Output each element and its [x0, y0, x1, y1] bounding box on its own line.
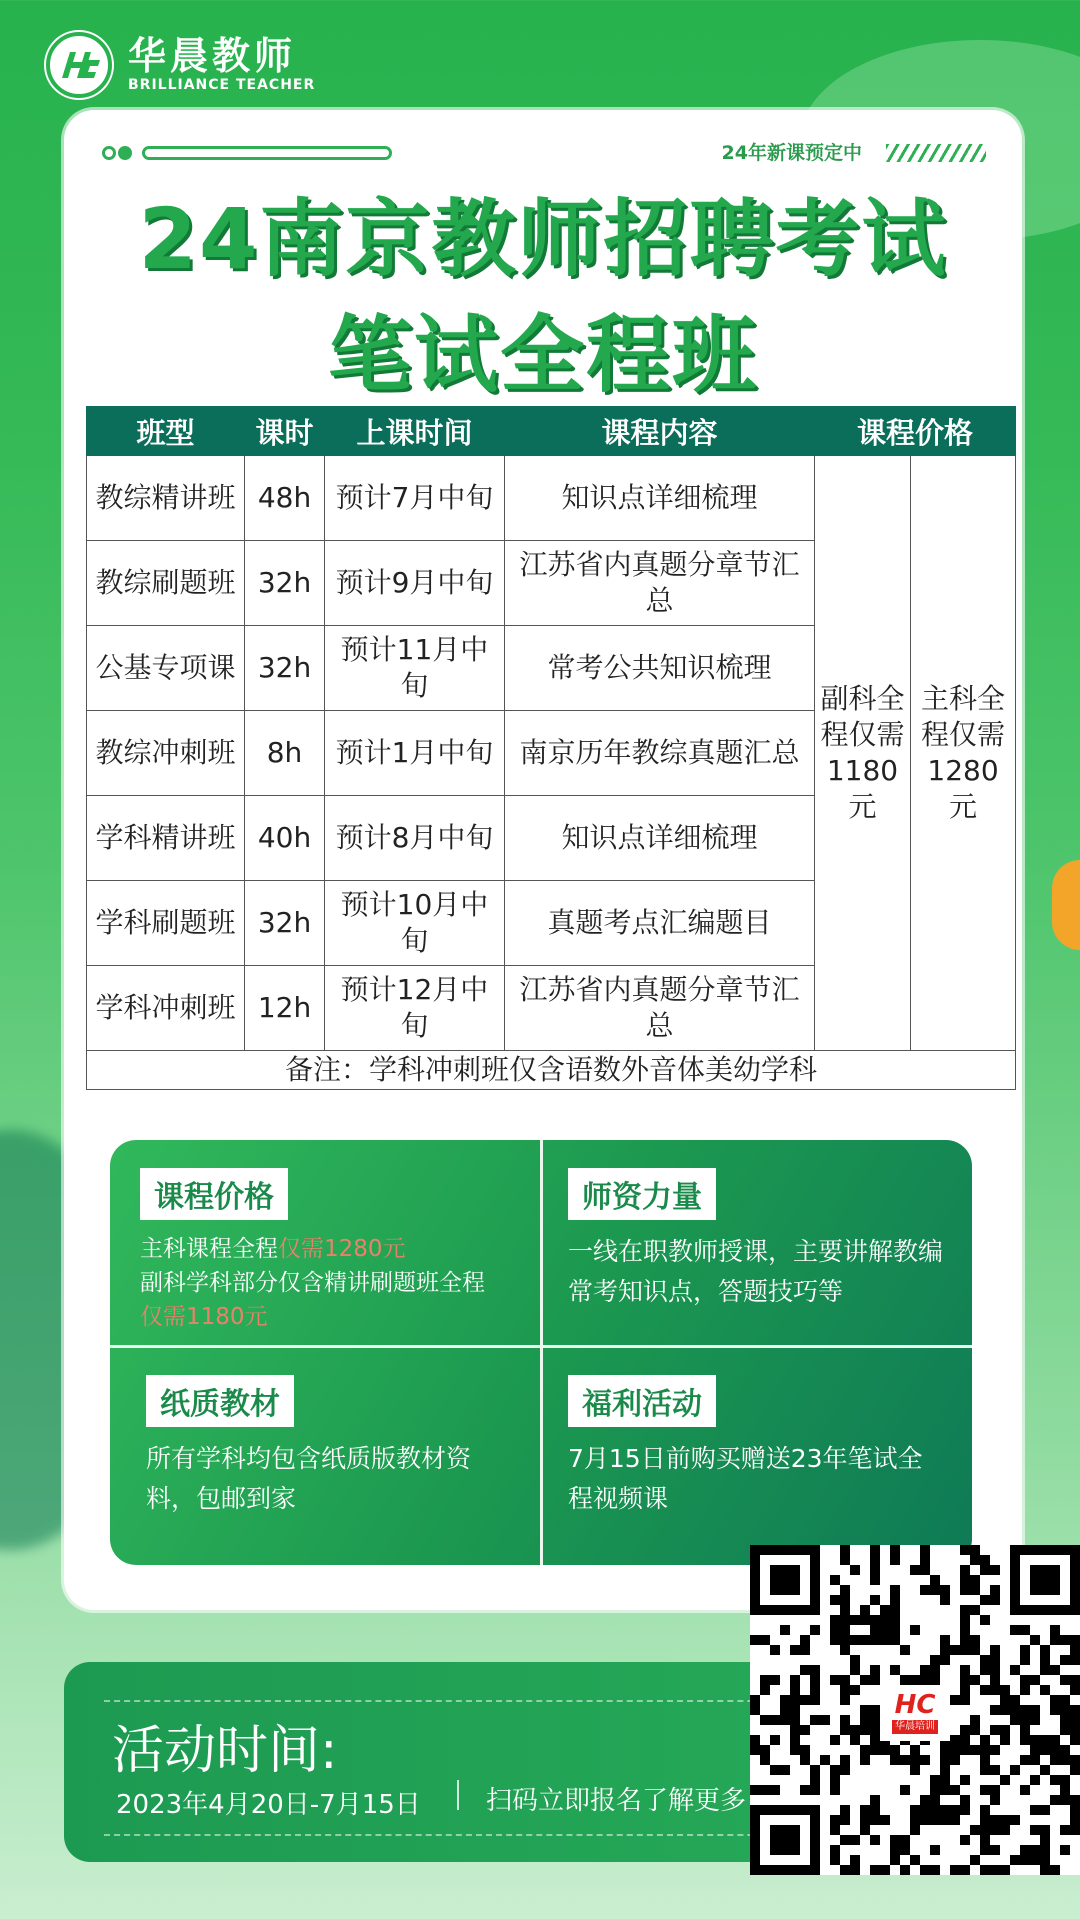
cell-content: 江苏省内真题分章节汇总 [505, 541, 815, 626]
activity-label: 活动时间: [112, 1721, 338, 1781]
price-highlight: 仅需1180元 [140, 1304, 268, 1330]
col-header: 课时 [245, 407, 325, 456]
cell-hours: 40h [245, 796, 325, 881]
hc-logo-icon [44, 30, 114, 100]
cell-content: 知识点详细梳理 [505, 456, 815, 541]
table-note: 备注：学科冲刺班仅含语数外音体美幼学科 [87, 1051, 1016, 1090]
teachers-block [568, 1168, 958, 1312]
table-row [87, 456, 1016, 541]
price-tag: 课程价格 [140, 1168, 288, 1220]
qr-logo-text: 华晨培训 [892, 1720, 938, 1734]
welfare-text: 7月15日前购买赠送23年笔试全程视频课 [568, 1444, 923, 1513]
price-line: 副科学科部分仅含精讲刷题班全程 [140, 1270, 485, 1296]
welfare-tag: 福利活动 [568, 1375, 716, 1427]
cell-hours: 8h [245, 711, 325, 796]
cell-time: 预计8月中旬 [325, 796, 505, 881]
cell-content: 常考公共知识梳理 [505, 626, 815, 711]
col-header: 课程内容 [505, 407, 815, 456]
cell-content: 知识点详细梳理 [505, 796, 815, 881]
divider [457, 1780, 459, 1810]
teachers-text: 一线在职教师授课，主要讲解教编常考知识点，答题技巧等 [568, 1237, 944, 1306]
cell-time: 预计11月中旬 [325, 626, 505, 711]
cell-type: 学科冲刺班 [87, 966, 245, 1051]
qr-logo-mark: HC [894, 1690, 936, 1720]
cell-content: 真题考点汇编题目 [505, 881, 815, 966]
table-header-row [87, 407, 1016, 456]
materials-tag: 纸质教材 [146, 1375, 294, 1427]
col-header: 班型 [87, 407, 245, 456]
price-highlight: 仅需1280元 [278, 1236, 406, 1262]
col-header: 课程价格 [815, 407, 1016, 456]
brand-logo [44, 30, 315, 100]
cell-type: 教综刷题班 [87, 541, 245, 626]
table-note-row [87, 1051, 1016, 1090]
qr-logo [880, 1685, 950, 1741]
cell-time: 预计10月中旬 [325, 881, 505, 966]
teachers-tag: 师资力量 [568, 1168, 716, 1220]
cell-price-minor: 副科全程仅需1180元 [815, 456, 911, 1051]
cell-price-major: 主科全程仅需1280元 [911, 456, 1016, 1051]
cell-hours: 32h [245, 626, 325, 711]
decoration [102, 146, 392, 160]
price-block [140, 1168, 530, 1334]
cell-hours: 32h [245, 541, 325, 626]
price-line: 主科课程全程 [140, 1236, 278, 1262]
materials-block [146, 1375, 516, 1519]
brand-name-en: BRILLIANCE TEACHER [128, 77, 316, 93]
welfare-block [568, 1375, 938, 1519]
cell-content: 江苏省内真题分章节汇总 [505, 966, 815, 1051]
info-panel [110, 1140, 972, 1565]
cell-content: 南京历年教综真题汇总 [505, 711, 815, 796]
cell-type: 教综冲刺班 [87, 711, 245, 796]
cell-time: 预计9月中旬 [325, 541, 505, 626]
materials-text: 所有学科均包含纸质版教材资料，包邮到家 [146, 1444, 472, 1513]
scan-prompt: 扫码立即报名了解更多 [486, 1786, 747, 1816]
qr-code[interactable] [750, 1545, 1080, 1875]
cell-hours: 32h [245, 881, 325, 966]
page-subtitle: 笔试全程班 [327, 306, 758, 404]
cell-type: 公基专项课 [87, 626, 245, 711]
cell-hours: 48h [245, 456, 325, 541]
cell-time: 预计7月中旬 [325, 456, 505, 541]
cell-hours: 12h [245, 966, 325, 1051]
course-table [86, 406, 1016, 1090]
activity-date: 2023年4月20日-7月15日 [116, 1790, 421, 1820]
col-header: 上课时间 [325, 407, 505, 456]
cell-type: 学科精讲班 [87, 796, 245, 881]
page-title: 24南京教师招聘考试 [138, 190, 948, 288]
cell-type: 教综精讲班 [87, 456, 245, 541]
main-card [64, 110, 1022, 1610]
slash-decoration [886, 144, 986, 162]
cell-type: 学科刷题班 [87, 881, 245, 966]
brand-name: 华晨教师 [128, 34, 297, 78]
side-decoration [1052, 860, 1080, 950]
cell-time: 预计12月中旬 [325, 966, 505, 1051]
cell-time: 预计1月中旬 [325, 711, 505, 796]
presale-notice: 24年新课预定中 [721, 142, 862, 164]
